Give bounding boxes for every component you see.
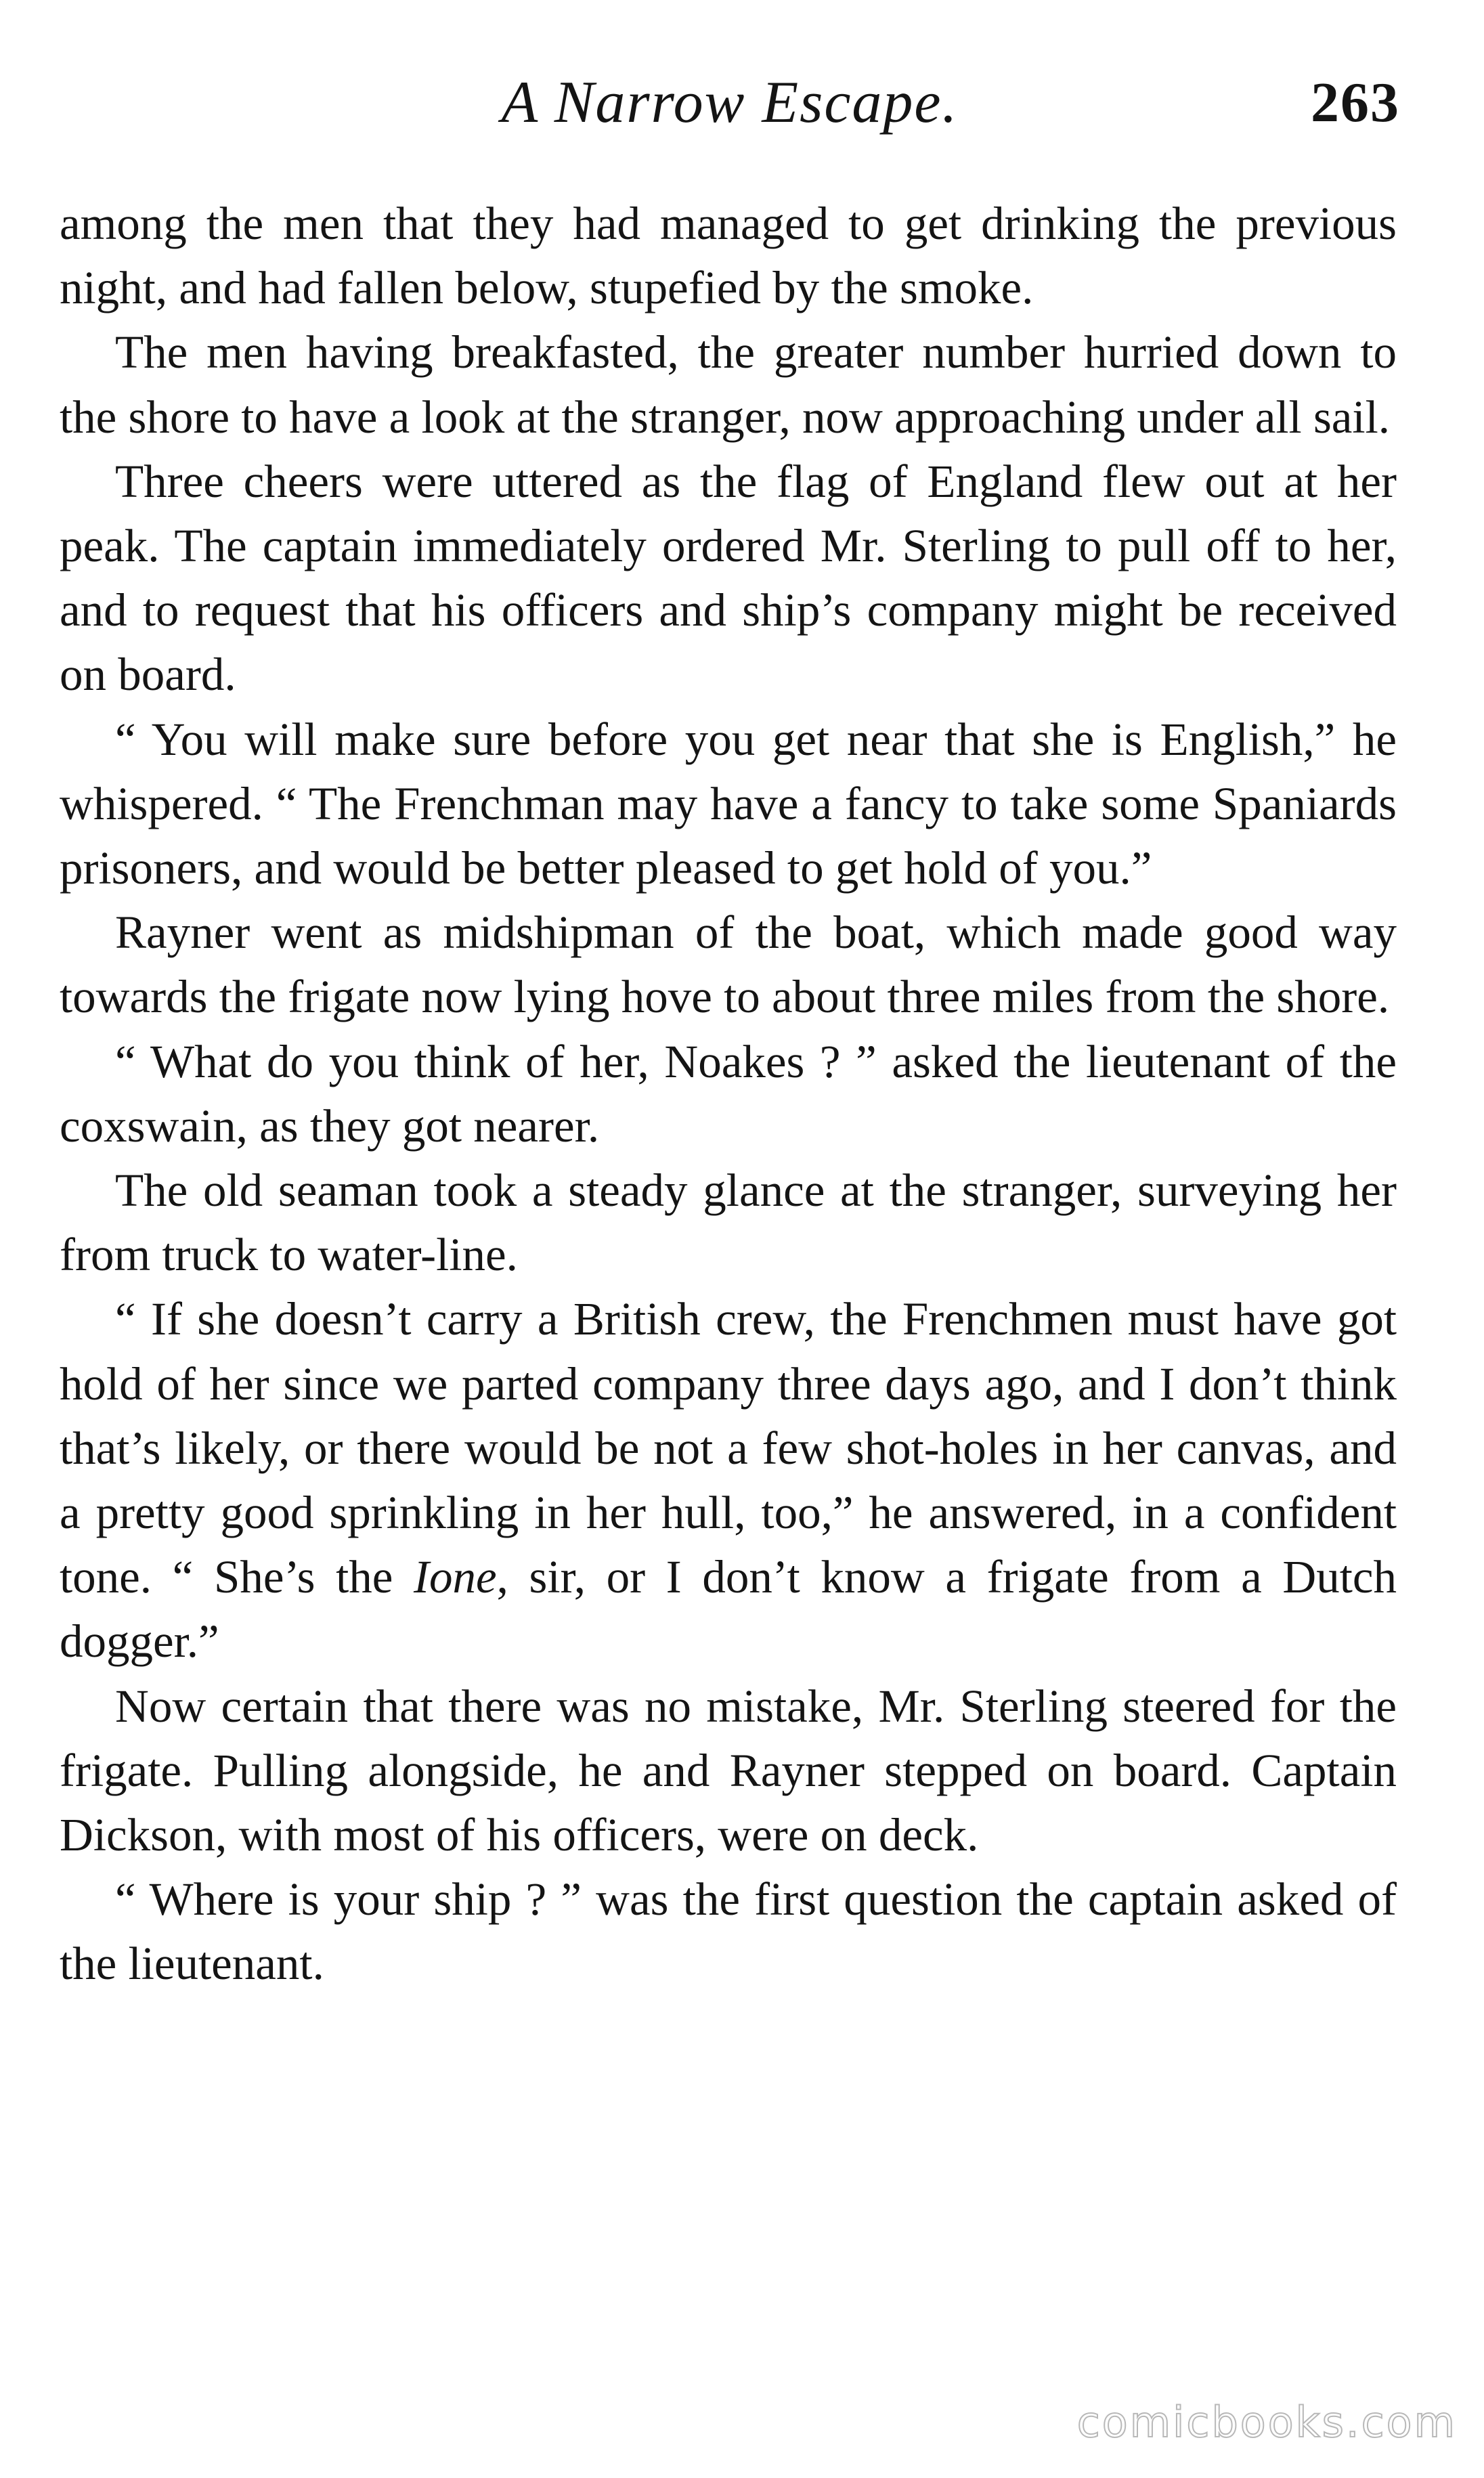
ship-name: Ione <box>414 1551 497 1603</box>
body-text <box>60 192 1397 1997</box>
paragraph-9: Now certain that there was no mistake, Mr. Sterling steered for the frigate. Pulling alongside, he and Rayner stepped on board. Captain Dickson, with most of his officers, were on deck. <box>60 1680 1397 1861</box>
paragraph-10: “ Where is your ship ? ” was the first question the captain asked of the lieutenant. <box>60 1873 1397 1990</box>
paragraph-8 <box>60 1287 1397 1674</box>
paragraph-6: “ What do you think of her, Noakes ? ” asked the lieutenant of the coxswain, as they got nearer. <box>60 1035 1397 1152</box>
running-head <box>60 62 1400 144</box>
watermark: comicbooks.com <box>1076 2397 1457 2447</box>
paragraph-4: “ You will make sure before you get near that she is English,” he whispered. “ The Frenchman may have a fancy to take some Spaniards prisoners, and would be better pleased to get hold of you.” <box>60 713 1397 894</box>
paragraph-5: Rayner went as midshipman of the boat, which made good way towards the frigate now lying hove to about three miles from the shore. <box>60 907 1397 1023</box>
paragraph-1: among the men that they had managed to get drinking the previous night, and had fallen below, stupefied by the smoke. <box>60 198 1397 314</box>
paragraph-2: The men having breakfasted, the greater number hurried down to the shore to have a look at the stranger, now approaching under all sail. <box>60 326 1397 443</box>
paragraph-3: Three cheers were uttered as the flag of England flew out at her peak. The captain immediately ordered Mr. Sterling to pull off to her, and to request that his officers and ship’s company might be received on board. <box>60 455 1397 701</box>
paragraph-8-text-before: “ If she doesn’t carry a British crew, the Frenchmen must have got hold of her since we parted company three days ago, and I don’t think that’s likely, or there would be not a few shot-holes in her canvas, and a pretty good sprinkling in her hull, too,” he answered, in a confident tone. “ She’s the <box>60 1293 1397 1603</box>
running-title: A Narrow Escape. <box>501 70 959 135</box>
paragraph-7: The old seaman took a steady glance at the stranger, surveying her from truck to water-line. <box>60 1165 1397 1281</box>
page-number: 263 <box>1311 71 1400 134</box>
paragraph-8-text-after: , sir, or I don’t know a frigate from a Dutch dogger.” <box>60 1551 1397 1668</box>
